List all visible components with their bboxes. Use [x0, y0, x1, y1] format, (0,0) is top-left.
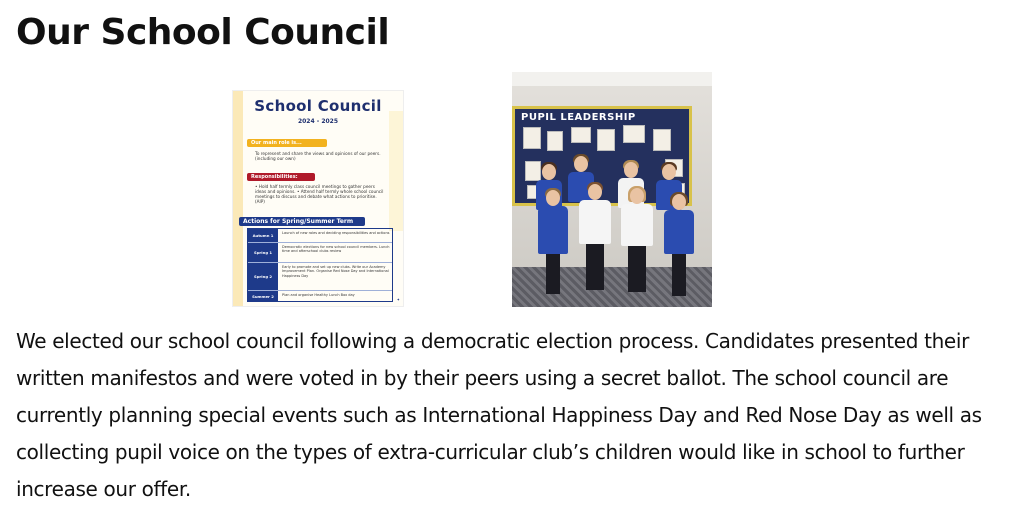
poster-table-row — [248, 291, 392, 302]
poster-actions-heading: Actions for Spring/Summer Term — [239, 217, 365, 226]
board-title: PUPIL LEADERSHIP — [521, 112, 636, 123]
council-description: We elected our school council following a democratic election process. Candidates presented their written manifestos and were voted in by their peers using a secret ballot. The school council are currently planning special events such as International Happiness Day and Red Nose Day as well as collecting pupil voice on the types of extra-curricular club’s children would like in school to further increase our offer. — [16, 329, 982, 501]
poster-table-row — [248, 263, 392, 291]
poster-logo-icon: ✦ — [396, 297, 400, 302]
poster-responsibilities-heading: Responsibilities: — [247, 173, 315, 181]
board-pinned-paper — [547, 131, 563, 151]
page-title: Our School Council — [16, 12, 390, 53]
poster-table-row — [248, 243, 392, 263]
board-pinned-paper — [525, 161, 541, 181]
poster-term-label: Summer 2 — [248, 291, 278, 302]
poster-decoration — [389, 111, 403, 231]
poster-term-text: Early to promote and set up new clubs. Write our Academy Improvement Plan. Organise Red Nose Day and International Happiness Day — [282, 265, 389, 278]
poster-responsibilities-text: • Hold half termly class council meetings to gather peers ideas and opinions. • Attend half termly whole school council meetings to discuss and debate what actions to prioritise. (AIP) — [255, 184, 384, 204]
poster-role-heading: Our main role is... — [247, 139, 327, 147]
poster-title: School Council — [254, 97, 382, 115]
board-pinned-paper — [571, 127, 591, 143]
board-pinned-paper — [653, 129, 671, 151]
poster-term-label: Spring 1 — [248, 243, 278, 262]
board-pinned-paper — [523, 127, 541, 149]
poster-term-text: Democratic elections for new school council members. Lunch time and afterschool clubs review — [282, 245, 390, 254]
poster-term-text: Plan and organise Healthy Lunch Box day — [282, 293, 355, 297]
poster-term-text: Launch of new roles and deciding responsibilities and actions — [282, 231, 390, 235]
poster-year: 2024 - 2025 — [297, 118, 339, 125]
poster-role-text: To represent and share the views and opinions of our peers. (including our own) — [255, 151, 381, 161]
poster-actions-table — [247, 228, 393, 302]
photo-ceiling — [512, 72, 712, 86]
pupil-leadership-photo — [512, 72, 712, 307]
poster-table-row — [248, 229, 392, 243]
poster-term-label: Spring 2 — [248, 263, 278, 290]
school-council-poster-image — [232, 90, 404, 307]
board-pinned-paper — [597, 129, 615, 151]
poster-term-label: Autumn 1 — [248, 229, 278, 242]
board-pinned-paper — [623, 125, 645, 143]
